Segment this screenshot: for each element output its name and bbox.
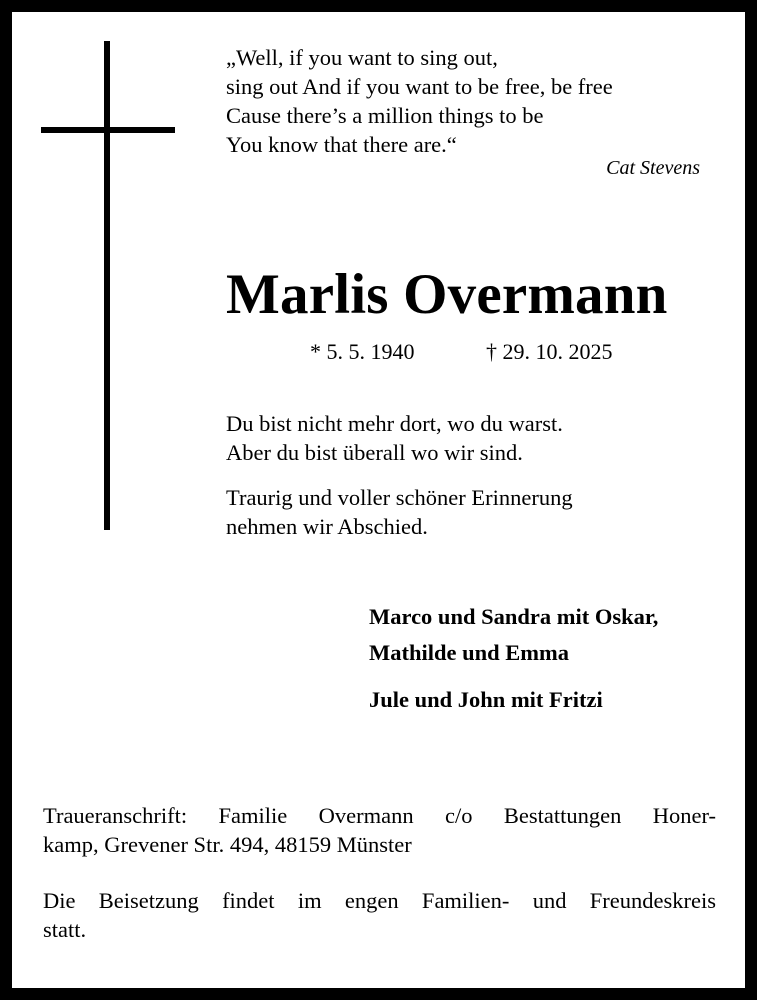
cross-icon-vertical-bar bbox=[104, 41, 110, 530]
farewell-line: nehmen wir Abschied. bbox=[226, 514, 428, 539]
farewell-line: Traurig und voller schöner Erinnerung bbox=[226, 485, 573, 510]
funeral-line: Die Beisetzung findet im engen Familien- und Freundeskreis bbox=[43, 888, 716, 913]
mourner-line: Jule und John mit Fritzi bbox=[369, 687, 603, 712]
quote-line: „Well, if you want to sing out, bbox=[226, 45, 498, 70]
quote-author: Cat Stevens bbox=[606, 157, 700, 179]
address-line: Traueranschrift: Familie Overmann c/o Bestattungen Honer- bbox=[43, 803, 716, 828]
farewell-text bbox=[226, 483, 573, 541]
mourner-line: Mathilde und Emma bbox=[369, 640, 570, 665]
verse-line: Aber du bist überall wo wir sind. bbox=[226, 440, 523, 465]
funeral-line: statt. bbox=[43, 917, 87, 942]
memorial-verse bbox=[226, 409, 563, 467]
mourner-spacer bbox=[369, 671, 658, 682]
death-date: † 29. 10. 2025 bbox=[486, 339, 613, 364]
cross-icon-horizontal-bar bbox=[41, 127, 175, 133]
address-line: kamp, Grevener Str. 494, 48159 Münster bbox=[43, 832, 412, 857]
quote-line: You know that there are.“ bbox=[226, 132, 457, 157]
funeral-notice bbox=[43, 886, 716, 944]
quote-block bbox=[226, 43, 613, 159]
mourner-line: Marco und Sandra mit Oskar, bbox=[369, 604, 659, 629]
quote-line: sing out And if you want to be free, be free bbox=[226, 74, 613, 99]
birth-date: * 5. 5. 1940 bbox=[310, 339, 415, 364]
mourning-address bbox=[43, 801, 716, 859]
mourners-list bbox=[369, 599, 658, 718]
quote-line: Cause there’s a million things to be bbox=[226, 103, 544, 128]
deceased-name: Marlis Overmann bbox=[226, 263, 668, 326]
verse-line: Du bist nicht mehr dort, wo du warst. bbox=[226, 411, 563, 436]
